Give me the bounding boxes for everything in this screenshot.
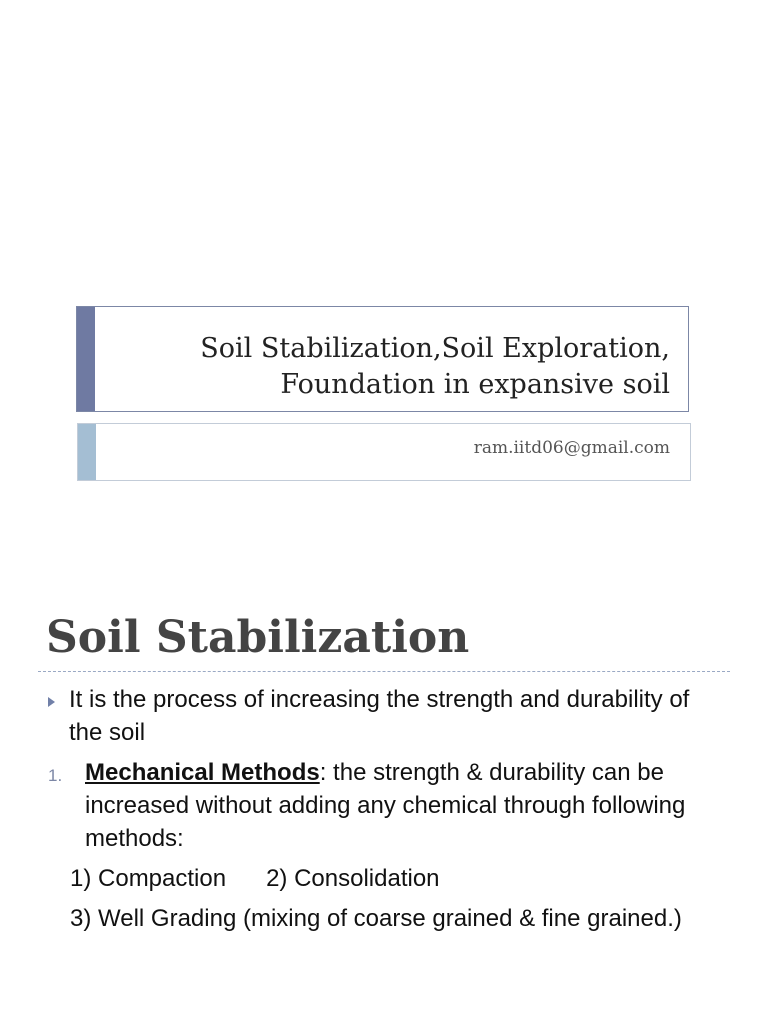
method-list-line-1: 1) Compaction 2) Consolidation: [70, 865, 440, 892]
list-number: 1.: [48, 766, 63, 785]
heading-divider: [38, 671, 730, 672]
author-email: ram.iitd06@gmail.com: [473, 438, 670, 458]
slide-title: [110, 331, 670, 403]
title-box: [76, 306, 689, 412]
method-description: : the strength & durability can be increased without adding any chemical through following methods:: [85, 759, 686, 852]
subtitle-accent-bar: [78, 424, 96, 480]
bullet-arrow-icon: [48, 697, 55, 707]
bullet-definition: It is the process of increasing the strength and durability of the soil: [69, 686, 690, 746]
content-slide: [0, 578, 768, 1024]
slide-title-line-2: Foundation in expansive soil: [280, 369, 670, 400]
page-title: Soil Stabilization: [46, 612, 470, 663]
method-list-line-2: 3) Well Grading (mixing of coarse grained & fine grained.): [70, 905, 682, 932]
method-title: Mechanical Methods: [85, 759, 320, 786]
subtitle-box: [77, 423, 691, 481]
numbered-item-mechanical-methods: [85, 756, 735, 855]
slide-title-line-1: Soil Stabilization,Soil Exploration,: [200, 333, 670, 364]
title-accent-bar: [77, 307, 95, 411]
